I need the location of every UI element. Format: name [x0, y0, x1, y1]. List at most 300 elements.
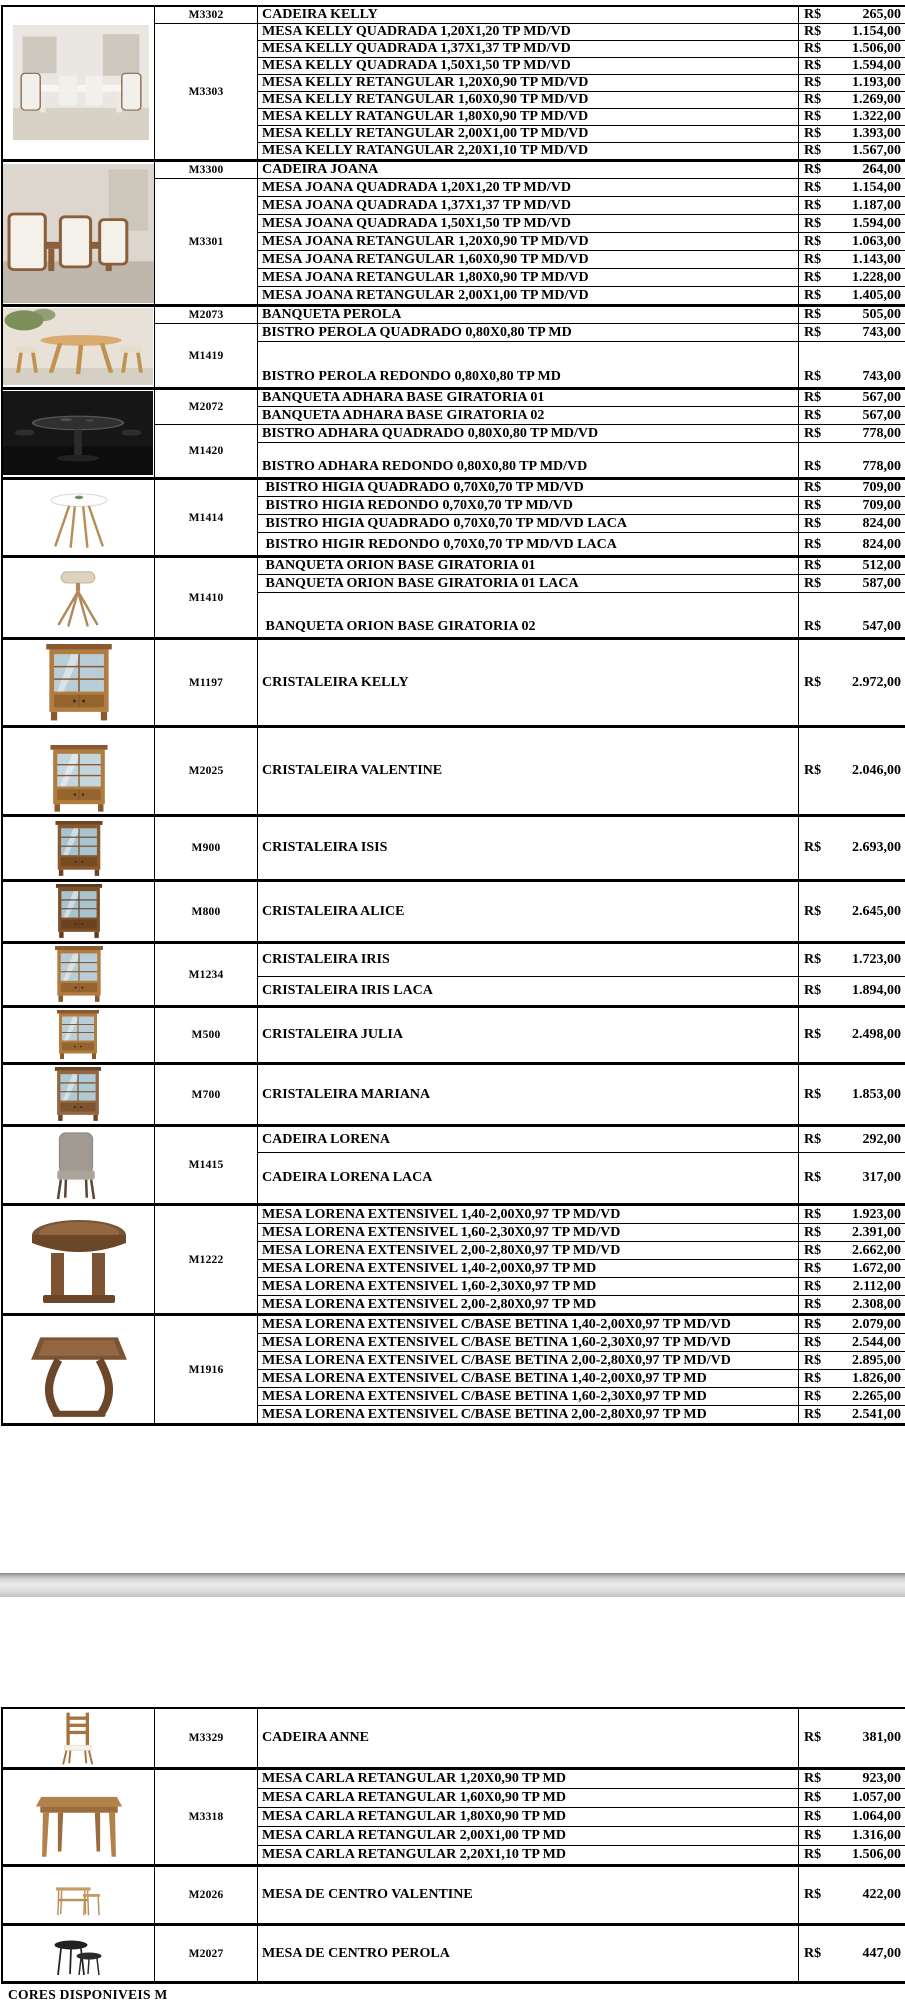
code-group — [155, 1316, 905, 1423]
product-code: M1916 — [155, 1316, 258, 1423]
product-description-text: BISTRO HIGIA REDONDO 0,70X0,70 TP MD/VD — [262, 497, 573, 513]
code-group — [155, 1926, 905, 1981]
currency-symbol: R$ — [804, 287, 822, 303]
code-group — [155, 390, 905, 424]
currency-symbol: R$ — [804, 558, 822, 573]
product-photo-cabinet — [33, 644, 125, 722]
product-description — [258, 728, 799, 814]
price-cell — [799, 7, 905, 23]
product-description — [258, 1008, 799, 1062]
product-photo-cell — [3, 390, 155, 477]
product-description-text: CADEIRA ANNE — [262, 1730, 369, 1745]
price-cell — [799, 443, 905, 477]
price-cell — [799, 1846, 905, 1864]
price-cell — [799, 575, 905, 592]
product-description — [258, 269, 799, 286]
product-row — [258, 232, 905, 250]
product-row — [258, 1333, 905, 1351]
product-description — [258, 162, 799, 178]
product-photo-cabinet — [51, 884, 107, 939]
product-photo-cell — [3, 882, 155, 941]
product-row — [258, 480, 905, 496]
product-description — [258, 533, 799, 555]
product-description-text: MESA LORENA EXTENSIVEL C/BASE BETINA 2,00-2,80X0,97 TP MD — [262, 1406, 707, 1422]
price-cell — [799, 1296, 905, 1313]
currency-symbol: R$ — [804, 1847, 822, 1862]
price-value: 505,00 — [862, 307, 901, 322]
price-cell — [799, 1808, 905, 1826]
currency-symbol: R$ — [804, 674, 822, 690]
product-code: M3300 — [155, 162, 258, 178]
product-description-text: MESA DE CENTRO PEROLA — [262, 1945, 450, 1961]
product-photo-cell — [3, 480, 155, 555]
price-cell — [799, 817, 905, 879]
product-row — [258, 57, 905, 74]
currency-symbol: R$ — [804, 983, 822, 998]
product-description-text: MESA KELLY QUADRADA 1,50X1,50 TP MD/VD — [262, 58, 571, 73]
code-group — [155, 424, 905, 477]
currency-symbol: R$ — [804, 1260, 822, 1276]
product-code: M3303 — [155, 24, 258, 159]
price-cell — [799, 269, 905, 286]
footer-note-clipped: CORES DISPONIVEIS M — [8, 1987, 168, 2002]
product-photo-cabinet — [47, 1067, 109, 1122]
price-value: 1.853,00 — [852, 1086, 901, 1102]
currency-symbol: R$ — [804, 1730, 822, 1745]
product-description — [258, 817, 799, 879]
price-value: 824,00 — [862, 515, 901, 531]
price-value: 1.567,00 — [852, 143, 901, 158]
price-cell — [799, 1278, 905, 1295]
product-photo-bistro-black — [3, 391, 153, 475]
price-value: 264,00 — [862, 162, 901, 177]
product-row — [258, 558, 905, 574]
product-row — [258, 1788, 905, 1807]
currency-symbol: R$ — [804, 1370, 822, 1386]
price-cell — [799, 41, 905, 57]
price-value: 512,00 — [862, 558, 901, 573]
price-cell — [799, 1242, 905, 1259]
currency-symbol: R$ — [804, 840, 822, 855]
price-cell — [799, 233, 905, 250]
product-row — [258, 125, 905, 142]
price-value: 292,00 — [862, 1131, 901, 1147]
price-cell — [799, 1827, 905, 1845]
product-description-text: BISTRO PEROLA REDONDO 0,80X0,80 TP MD — [262, 369, 561, 384]
product-description-text: MESA CARLA RETANGULAR 2,20X1,10 TP MD — [262, 1847, 567, 1862]
product-description — [258, 92, 799, 108]
price-value: 2.391,00 — [852, 1224, 901, 1240]
price-cell — [799, 1334, 905, 1351]
product-code: M3301 — [155, 179, 258, 304]
product-photo-cabinet — [49, 946, 109, 1003]
price-cell — [799, 287, 905, 304]
price-value: 1.154,00 — [852, 179, 901, 195]
price-value: 567,00 — [862, 390, 901, 405]
price-value: 1.594,00 — [852, 58, 901, 73]
product-code: M700 — [155, 1065, 258, 1124]
currency-symbol: R$ — [804, 143, 822, 158]
currency-symbol: R$ — [804, 1296, 822, 1312]
product-section — [3, 814, 905, 879]
product-row — [258, 108, 905, 125]
product-description — [258, 1789, 799, 1807]
product-description-text: MESA LORENA EXTENSIVEL 1,60-2,30X0,97 TP MD/VD — [262, 1224, 621, 1240]
currency-symbol: R$ — [804, 480, 822, 495]
product-photo-cell — [3, 640, 155, 725]
price-cell — [799, 75, 905, 91]
price-value: 1.269,00 — [852, 92, 901, 107]
price-cell — [799, 92, 905, 108]
product-section — [3, 879, 905, 941]
price-value: 1.923,00 — [852, 1206, 901, 1222]
product-description-text: MESA LORENA EXTENSIVEL 1,40-2,00X0,97 TP MD/VD — [262, 1206, 621, 1222]
product-section — [3, 555, 905, 637]
product-photo-cell — [3, 558, 155, 637]
price-value: 1.594,00 — [852, 215, 901, 231]
product-row — [258, 514, 905, 532]
currency-symbol: R$ — [804, 425, 822, 441]
product-description-text: MESA KELLY RETANGULAR 1,60X0,90 TP MD/VD — [262, 92, 589, 107]
product-row — [258, 1926, 905, 1981]
product-description-text: MESA JOANA QUADRADA 1,50X1,50 TP MD/VD — [262, 215, 571, 231]
product-section — [3, 725, 905, 814]
product-description — [258, 407, 799, 424]
currency-symbol: R$ — [804, 162, 822, 177]
price-value: 2.645,00 — [852, 903, 901, 919]
product-code: M1222 — [155, 1206, 258, 1313]
currency-symbol: R$ — [804, 1790, 822, 1805]
product-photo-cell — [3, 1770, 155, 1864]
product-photo-cell — [3, 162, 155, 304]
code-group — [155, 1867, 905, 1923]
price-value: 1.057,00 — [852, 1790, 901, 1805]
price-value: 317,00 — [862, 1170, 901, 1185]
product-description — [258, 443, 799, 477]
product-description — [258, 307, 799, 323]
product-description — [258, 24, 799, 40]
product-description-text: BISTRO ADHARA REDONDO 0,80X0,80 TP MD/VD — [262, 459, 588, 474]
price-value: 1.193,00 — [852, 75, 901, 90]
product-row — [258, 1770, 905, 1788]
price-cell — [799, 251, 905, 268]
product-description-text: MESA LORENA EXTENSIVEL C/BASE BETINA 1,40-2,00X0,97 TP MD/VD — [262, 1316, 731, 1332]
price-cell — [799, 1206, 905, 1223]
product-row — [258, 1206, 905, 1223]
product-description-text: MESA KELLY RATANGULAR 1,80X0,90 TP MD/VD — [262, 109, 589, 124]
product-description — [258, 1316, 799, 1333]
price-cell — [799, 1388, 905, 1405]
product-photo-cell — [3, 1926, 155, 1981]
product-photo-cell — [3, 1316, 155, 1423]
price-cell — [799, 407, 905, 424]
product-row — [258, 7, 905, 23]
product-row — [258, 286, 905, 304]
price-value: 2.498,00 — [852, 1027, 901, 1042]
product-description — [258, 1153, 799, 1203]
product-code: M2026 — [155, 1867, 258, 1923]
price-cell — [799, 425, 905, 442]
price-value: 447,00 — [862, 1945, 901, 1961]
product-row — [258, 1826, 905, 1845]
price-value: 1.894,00 — [852, 983, 901, 998]
product-description — [258, 593, 799, 637]
product-description-text: BISTRO HIGIA QUADRADO 0,70X0,70 TP MD/VD LACA — [262, 515, 627, 531]
product-row — [258, 1709, 905, 1767]
currency-symbol: R$ — [804, 1388, 822, 1404]
price-value: 1.154,00 — [852, 24, 901, 39]
product-description-text: CADEIRA LORENA — [262, 1131, 390, 1147]
product-row — [258, 1387, 905, 1405]
product-row — [258, 307, 905, 323]
product-code: M1415 — [155, 1127, 258, 1203]
price-value: 1.322,00 — [852, 109, 901, 124]
code-group — [155, 882, 905, 941]
product-description-text: MESA LORENA EXTENSIVEL C/BASE BETINA 1,60-2,30X0,97 TP MD/VD — [262, 1334, 731, 1350]
price-cell — [799, 480, 905, 496]
price-value: 2.079,00 — [852, 1316, 901, 1332]
price-cell — [799, 143, 905, 159]
product-photo-table-square — [5, 1319, 153, 1421]
price-value: 1.143,00 — [852, 251, 901, 267]
code-group — [155, 1127, 905, 1203]
price-cell — [799, 1789, 905, 1807]
product-description-text: CRISTALEIRA ALICE — [262, 903, 405, 919]
code-group — [155, 1065, 905, 1124]
currency-symbol: R$ — [804, 1809, 822, 1824]
price-value: 2.895,00 — [852, 1352, 901, 1368]
product-description-text: BANQUETA ADHARA BASE GIRATORIA 01 — [262, 390, 545, 405]
product-code: M900 — [155, 817, 258, 879]
product-photo-bistro-round — [3, 308, 153, 385]
product-row — [258, 40, 905, 57]
price-cell — [799, 24, 905, 40]
product-row — [258, 976, 905, 1005]
price-value: 709,00 — [862, 497, 901, 513]
product-row — [258, 1295, 905, 1313]
currency-symbol: R$ — [804, 41, 822, 56]
product-photo-chair-anne — [38, 1711, 118, 1766]
product-description — [258, 179, 799, 196]
currency-symbol: R$ — [804, 1170, 822, 1185]
currency-symbol: R$ — [804, 126, 822, 141]
product-description — [258, 324, 799, 341]
product-description-text: MESA LORENA EXTENSIVEL 2,00-2,80X0,97 TP MD/VD — [262, 1242, 621, 1258]
currency-symbol: R$ — [804, 233, 822, 249]
price-value: 1.393,00 — [852, 126, 901, 141]
product-description — [258, 58, 799, 74]
product-section — [3, 7, 905, 159]
product-photo-stool — [28, 562, 128, 632]
product-photo-cell — [3, 944, 155, 1005]
product-row — [258, 944, 905, 976]
currency-symbol: R$ — [804, 324, 822, 340]
product-description-text: CRISTALEIRA IRIS — [262, 952, 390, 967]
product-description — [258, 1926, 799, 1981]
code-group — [155, 1206, 905, 1313]
product-description-text: CRISTALEIRA VALENTINE — [262, 763, 443, 778]
product-description-text: BISTRO ADHARA QUADRADO 0,80X0,80 TP MD/VD — [262, 425, 599, 441]
product-row — [258, 882, 905, 941]
currency-symbol: R$ — [804, 537, 822, 552]
product-description-text: CRISTALEIRA ISIS — [262, 840, 388, 855]
product-section — [3, 159, 905, 304]
price-value: 1.063,00 — [852, 233, 901, 249]
product-description — [258, 425, 799, 442]
price-cell — [799, 197, 905, 214]
price-cell — [799, 977, 905, 1005]
price-cell — [799, 593, 905, 637]
price-value: 1.405,00 — [852, 287, 901, 303]
code-group — [155, 728, 905, 814]
price-value: 923,00 — [862, 1771, 901, 1786]
product-code: M1197 — [155, 640, 258, 725]
product-description-text: MESA JOANA RETANGULAR 1,60X0,90 TP MD/VD — [262, 251, 589, 267]
product-row — [258, 1008, 905, 1062]
product-description-text: CRISTALEIRA KELLY — [262, 674, 409, 690]
product-description — [258, 977, 799, 1005]
product-description — [258, 1127, 799, 1152]
product-description — [258, 390, 799, 406]
product-photo-table-carla — [5, 1774, 153, 1862]
code-group — [155, 1770, 905, 1864]
product-code: M1420 — [155, 425, 258, 477]
currency-symbol: R$ — [804, 1334, 822, 1350]
product-description — [258, 342, 799, 387]
price-value: 422,00 — [862, 1887, 901, 1902]
product-description-text: MESA LORENA EXTENSIVEL C/BASE BETINA 1,60-2,30X0,97 TP MD — [262, 1388, 707, 1404]
currency-symbol: R$ — [804, 1131, 822, 1147]
price-value: 2.308,00 — [852, 1296, 901, 1312]
currency-symbol: R$ — [804, 109, 822, 124]
product-photo-cell — [3, 728, 155, 814]
product-description — [258, 1242, 799, 1259]
price-cell — [799, 126, 905, 142]
product-description-text: MESA JOANA RETANGULAR 2,00X1,00 TP MD/VD — [262, 287, 589, 303]
product-description-text: MESA CARLA RETANGULAR 1,80X0,90 TP MD — [262, 1809, 567, 1824]
price-cell — [799, 1316, 905, 1333]
price-value: 824,00 — [862, 537, 901, 552]
product-description-text: CRISTALEIRA JULIA — [262, 1027, 403, 1042]
product-description — [258, 1065, 799, 1124]
product-row — [258, 442, 905, 477]
product-photo-cell — [3, 1206, 155, 1313]
page-break-band — [0, 1573, 905, 1597]
currency-symbol: R$ — [804, 1027, 822, 1042]
code-group — [155, 944, 905, 1005]
product-code: M3329 — [155, 1709, 258, 1767]
product-description — [258, 882, 799, 941]
price-value: 2.112,00 — [852, 1278, 901, 1294]
code-group — [155, 817, 905, 879]
product-row — [258, 425, 905, 442]
price-value: 381,00 — [862, 1730, 901, 1745]
currency-symbol: R$ — [804, 1828, 822, 1843]
product-description-text: MESA DE CENTRO VALENTINE — [262, 1887, 473, 1902]
price-value: 1.506,00 — [852, 41, 901, 56]
product-row — [258, 728, 905, 814]
price-value: 2.972,00 — [852, 674, 901, 690]
product-row — [258, 1316, 905, 1333]
product-row — [258, 640, 905, 725]
price-cell — [799, 944, 905, 976]
price-value: 743,00 — [862, 369, 901, 384]
product-row — [258, 1152, 905, 1203]
product-description — [258, 1808, 799, 1826]
price-value: 2.544,00 — [852, 1334, 901, 1350]
product-row — [258, 1241, 905, 1259]
code-group — [155, 1709, 905, 1767]
product-description — [258, 1278, 799, 1295]
price-table-page-1 — [1, 5, 905, 1426]
price-value: 1.064,00 — [852, 1809, 901, 1824]
currency-symbol: R$ — [804, 497, 822, 513]
product-description — [258, 197, 799, 214]
product-description — [258, 1846, 799, 1864]
currency-symbol: R$ — [804, 179, 822, 195]
product-description — [258, 1296, 799, 1313]
price-cell — [799, 1926, 905, 1981]
product-description — [258, 1260, 799, 1277]
product-photo-cell — [3, 1008, 155, 1062]
product-description — [258, 515, 799, 532]
price-value: 1.316,00 — [852, 1828, 901, 1843]
product-description-text: MESA KELLY RETANGULAR 1,20X0,90 TP MD/VD — [262, 75, 589, 90]
product-description — [258, 251, 799, 268]
product-photo-dining-light — [13, 25, 149, 140]
product-photo-nesting-perola — [11, 1929, 145, 1979]
product-row — [258, 1223, 905, 1241]
product-section — [3, 1709, 905, 1767]
product-description — [258, 1224, 799, 1241]
product-row — [258, 817, 905, 879]
product-section — [3, 1124, 905, 1203]
product-section — [3, 1864, 905, 1923]
product-row — [258, 179, 905, 196]
product-description — [258, 109, 799, 125]
currency-symbol: R$ — [804, 1086, 822, 1102]
currency-symbol: R$ — [804, 903, 822, 919]
product-description — [258, 1388, 799, 1405]
price-cell — [799, 162, 905, 178]
product-code: M3302 — [155, 7, 258, 23]
product-description — [258, 233, 799, 250]
product-row — [258, 390, 905, 406]
price-value: 1.672,00 — [852, 1260, 901, 1276]
product-code: M1419 — [155, 324, 258, 387]
product-description-text: MESA CARLA RETANGULAR 1,60X0,90 TP MD — [262, 1790, 567, 1805]
product-code: M500 — [155, 1008, 258, 1062]
product-description-text: MESA LORENA EXTENSIVEL C/BASE BETINA 1,40-2,00X0,97 TP MD — [262, 1370, 707, 1386]
product-section — [3, 1203, 905, 1313]
currency-symbol: R$ — [804, 390, 822, 405]
price-value: 567,00 — [862, 407, 901, 423]
currency-symbol: R$ — [804, 763, 822, 778]
product-section — [3, 1313, 905, 1423]
product-photo-chair-grey — [31, 1130, 121, 1202]
product-row — [258, 24, 905, 40]
product-photo-cell — [3, 307, 155, 387]
product-section — [3, 477, 905, 555]
price-cell — [799, 1260, 905, 1277]
product-section — [3, 1005, 905, 1062]
product-section — [3, 1062, 905, 1124]
product-row — [258, 142, 905, 159]
product-description-text: CRISTALEIRA MARIANA — [262, 1086, 431, 1102]
currency-symbol: R$ — [804, 307, 822, 322]
product-description-text: MESA JOANA RETANGULAR 1,80X0,90 TP MD/VD — [262, 269, 589, 285]
product-row — [258, 1369, 905, 1387]
